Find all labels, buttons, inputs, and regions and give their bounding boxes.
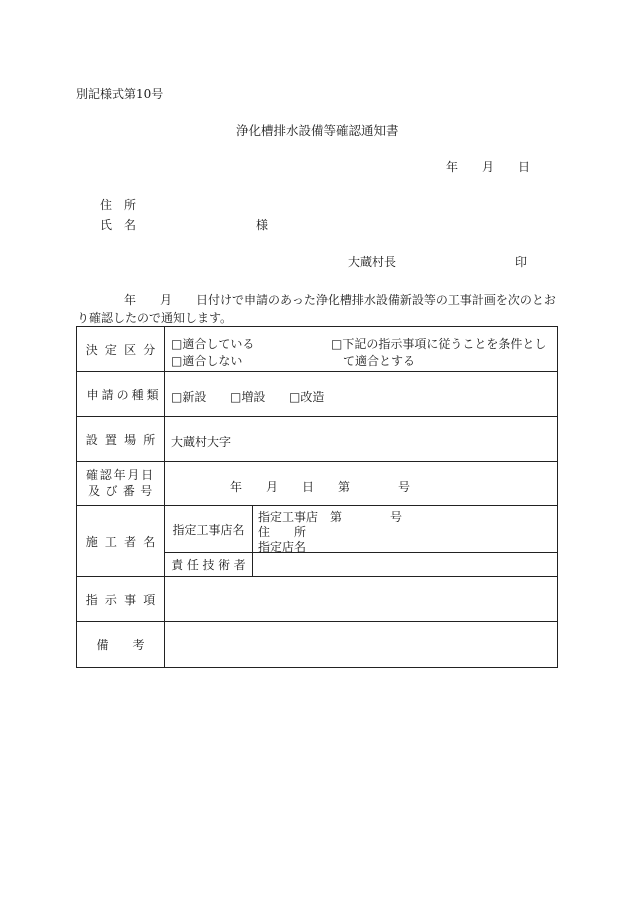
designated-address: 住 所 — [258, 525, 307, 539]
honorific: 様 — [256, 218, 269, 232]
row-app-type — [77, 372, 558, 417]
confirm-label — [77, 462, 165, 506]
engineer-label: 責任技術者 — [165, 553, 253, 577]
option-conditional-cont: て適合とする — [343, 354, 416, 368]
option-extension[interactable]: □増設 — [230, 390, 266, 404]
row-confirm — [77, 462, 558, 506]
option-nonconforming[interactable]: □適合しない — [171, 354, 243, 368]
remarks-cell[interactable] — [165, 622, 558, 668]
confirm-label-line2: 及び番号 — [88, 483, 158, 498]
location-value: 大蔵村大字 — [171, 435, 232, 449]
row-remarks — [77, 622, 558, 668]
app-type-label: 申請の種類 — [77, 372, 165, 417]
remarks-label: 備 考 — [77, 622, 165, 668]
name-label: 氏 名 — [100, 218, 137, 232]
address-label: 住 所 — [100, 198, 137, 212]
instructions-cell[interactable] — [165, 577, 558, 622]
form-table — [76, 326, 558, 668]
designated-contractor-label: 指定工事店名 — [165, 506, 253, 553]
form-number: 別記様式第10号 — [76, 87, 164, 101]
decision-label: 決定区分 — [77, 327, 165, 372]
row-contractor — [77, 506, 558, 553]
contractor-label: 施工者名 — [77, 506, 165, 577]
body-text-line1: 年 月 日付けで申請のあった浄化槽排水設備新設等の工事計画を次のとお — [124, 293, 556, 307]
seal-mark: 印 — [515, 255, 528, 269]
designated-contractor-cell — [253, 506, 558, 553]
option-conditional[interactable]: □下記の指示事項に従うことを条件とし — [331, 337, 547, 351]
app-type-cell — [165, 372, 558, 417]
location-label: 設置場所 — [77, 417, 165, 462]
row-location — [77, 417, 558, 462]
designated-store-name: 指定店名 — [258, 540, 307, 554]
instructions-label: 指示事項 — [77, 577, 165, 622]
issuer-name: 大蔵村長 — [348, 255, 397, 269]
confirm-cell — [165, 462, 558, 506]
option-new[interactable]: □新設 — [171, 390, 207, 404]
option-renovation[interactable]: □改造 — [289, 390, 325, 404]
engineer-cell[interactable] — [253, 553, 558, 577]
document-title: 浄化槽排水設備等確認通知書 — [236, 123, 399, 138]
row-decision — [77, 327, 558, 372]
option-conforming[interactable]: □適合している — [171, 337, 255, 351]
body-text-line2: り確認したので通知します。 — [77, 311, 233, 325]
designated-number: 指定工事店 第 号 — [258, 510, 403, 524]
issue-date: 年 月 日 — [446, 160, 531, 174]
confirm-label-line1: 確認年月日 — [85, 467, 155, 482]
confirm-date-number: 年 月 日 第 号 — [230, 480, 411, 494]
location-cell — [165, 417, 558, 462]
decision-cell — [165, 327, 558, 372]
row-instructions — [77, 577, 558, 622]
